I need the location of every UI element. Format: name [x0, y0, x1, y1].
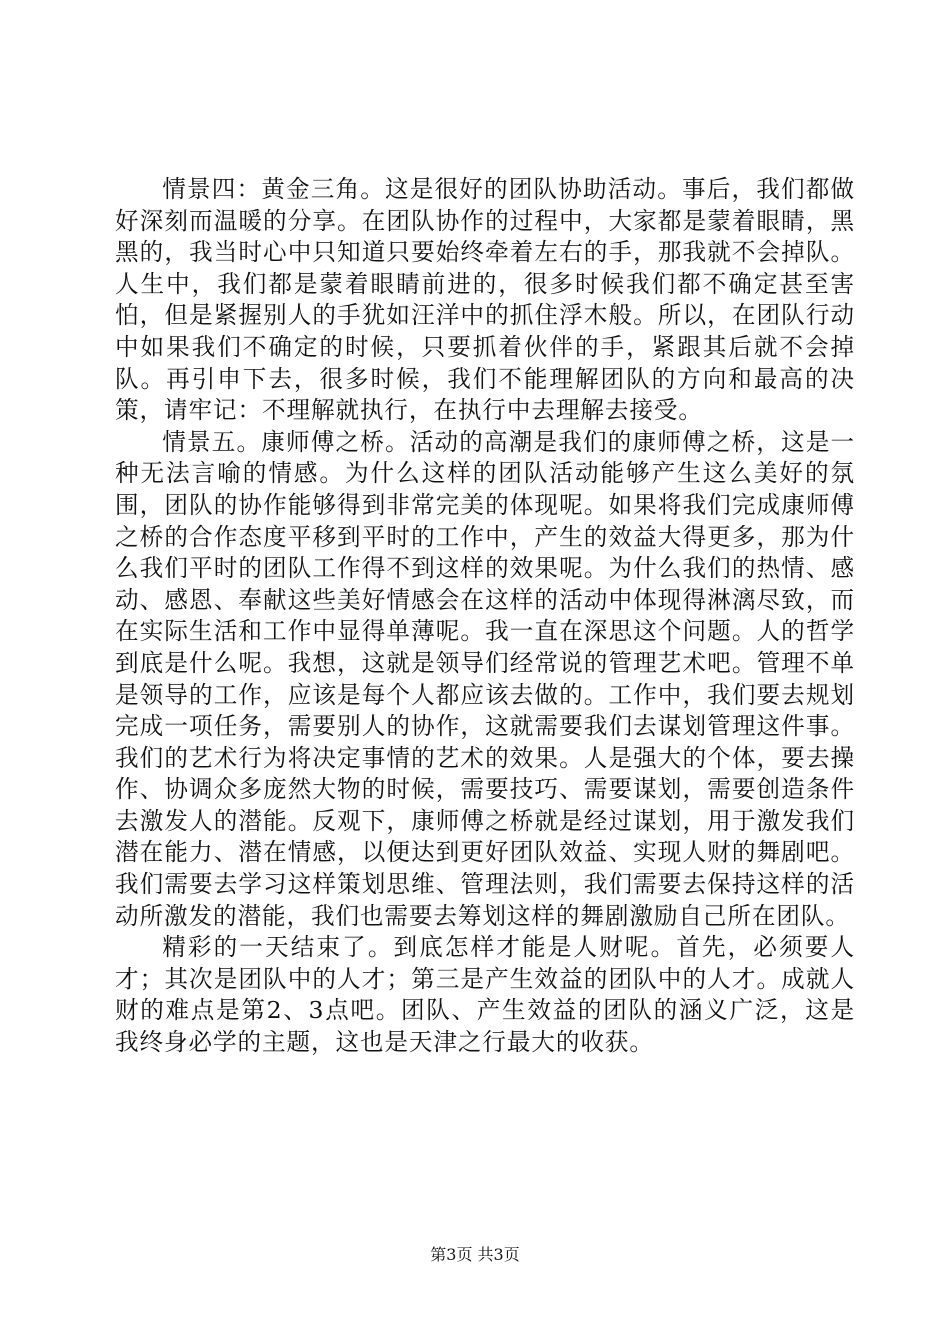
paragraph-scenario-four: 情景四：黄金三角。这是很好的团队协助活动。事后，我们都做好深刻而温暖的分享。在团队协作的过程中，大家都是蒙着眼睛，黑黑的，我当时心中只知道只要始终牵着左右的手，那我就不会掉队。人生中，我们都是蒙着眼睛前进的，很多时候我们都不确定甚至害怕，但是紧握别人的手犹如汪洋中的抓住浮木般。所以，在团队行动中如果我们不确定的时候，只要抓着伙伴的手，紧跟其后就不会掉队。再引申下去，很多时候，我们不能理解团队的方向和最高的决策，请牢记：不理解就执行，在执行中去理解去接受。: [115, 175, 855, 425]
paragraph-scenario-five: 情景五。康师傅之桥。活动的高潮是我们的康师傅之桥，这是一种无法言喻的情感。为什么这样的团队活动能够产生这么美好的氛围，团队的协作能够得到非常完美的体现呢。如果将我们完成康师傅之桥的合作态度平移到平时的工作中，产生的效益大得更多，那为什么我们平时的团队工作得不到这样的效果呢。为什么我们的热情、感动、感恩、奉献这些美好情感会在这样的活动中体现得淋漓尽致，而在实际生活和工作中显得单薄呢。我一直在深思这个问题。人的哲学到底是什么呢。我想，这就是领导们经常说的管理艺术吧。管理不单是领导的工作，应该是每个人都应该去做的。工作中，我们要去规划完成一项任务，需要别人的协作，这就需要我们去谋划管理这件事。我们的艺术行为将决定事情的艺术的效果。人是强大的个体，要去操作、协调众多庞然大物的时候，需要技巧、需要谋划，需要创造条件去激发人的潜能。反观下，康师傅之桥就是经过谋划，用于激发我们潜在能力、潜在情感，以便达到更好团队效益、实现人财的舞剧吧。我们需要去学习这样策划思维、管理法则，我们需要去保持这样的活动所激发的潜能，我们也需要去筹划这样的舞剧激励自己所在团队。: [115, 427, 855, 930]
document-body: [115, 174, 855, 1059]
paragraph-conclusion: 精彩的一天结束了。到底怎样才能是人财呢。首先，必须要人才；其次是团队中的人才；第三是产生效益的团队中的人才。成就人财的难点是第2、3点吧。团队、产生效益的团队的涵义广泛，这是我终身必学的主题，这也是天津之行最大的收获。: [115, 933, 855, 1057]
page-number-footer: 第3页 共3页: [430, 1245, 520, 1264]
